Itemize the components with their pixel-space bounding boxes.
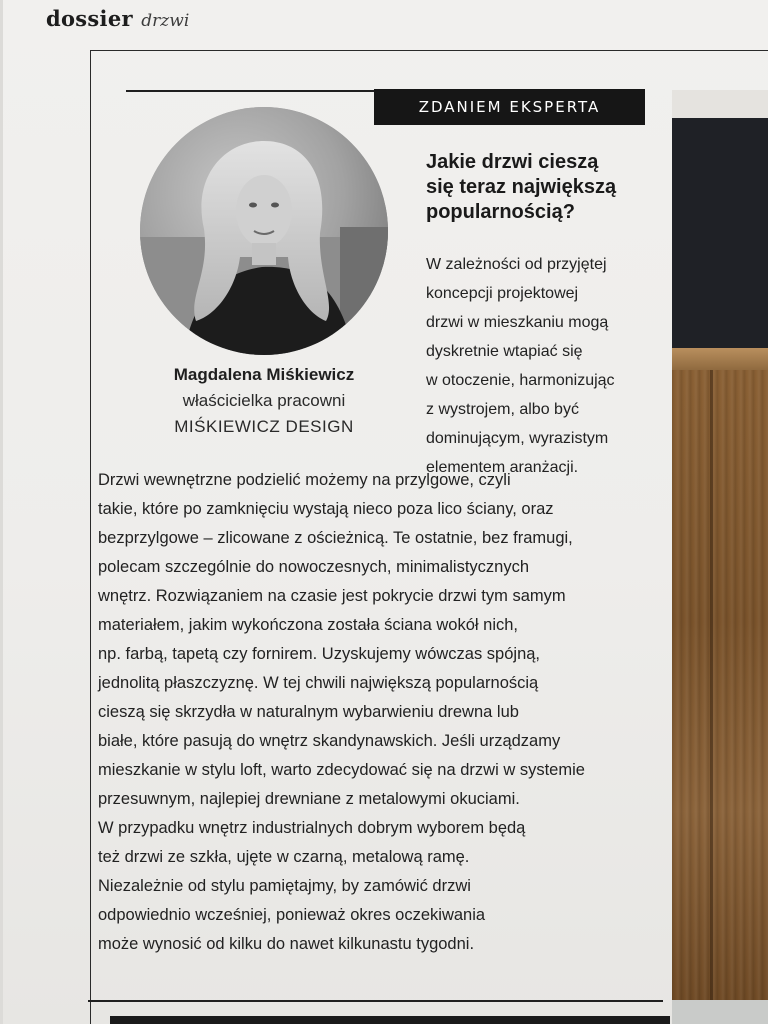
body-line: np. farbą, tapetą czy fornirem. Uzyskujemy wówczas spójną, xyxy=(98,645,541,663)
question-line: się teraz największą xyxy=(426,176,617,198)
intro-line: dominującym, wyrazistym xyxy=(426,430,609,447)
intro-paragraph xyxy=(426,250,671,482)
body-line: Niezależnie od stylu pamiętajmy, by zamówić drzwi xyxy=(98,877,471,895)
body-line: przesuwnym, najlepiej drewniane z metalowymi okuciami. xyxy=(98,790,520,808)
bottom-bar xyxy=(110,1016,670,1024)
magazine-section-name: dossier xyxy=(46,6,133,31)
body-line: mieszkanie w stylu loft, warto zdecydować się na drzwi w systemie xyxy=(98,761,585,779)
question-line: Jakie drzwi cieszą xyxy=(426,151,599,173)
page-edge xyxy=(0,0,3,1024)
bottom-rule xyxy=(88,1000,663,1002)
section-topic: drzwi xyxy=(141,11,190,31)
body-line: też drzwi ze szkła, ujęte w czarną, metalową ramę. xyxy=(98,848,470,866)
top-rule xyxy=(126,90,376,92)
intro-line: z wystrojem, albo być xyxy=(426,401,579,418)
question-line: popularnością? xyxy=(426,201,575,223)
intro-line: W zależności od przyjętej xyxy=(426,256,607,273)
expert-name: Magdalena Miśkiewicz xyxy=(173,365,355,384)
body-line: takie, które po zamknięciu wystają nieco poza lico ściany, oraz xyxy=(98,500,554,518)
body-line: jednolitą płaszczyznę. W tej chwili największą popularnością xyxy=(98,674,539,692)
intro-line: drzwi w mieszkaniu mogą xyxy=(426,314,609,331)
body-line: Drzwi wewnętrzne podzielić możemy na przylgowe, czyli xyxy=(98,471,511,489)
intro-line: koncepcji projektowej xyxy=(426,285,579,302)
expert-portrait xyxy=(140,107,388,355)
intro-line: dyskretnie wtapiać się xyxy=(426,343,583,360)
body-line: wnętrz. Rozwiązaniem na czasie jest pokrycie drzwi tym samym xyxy=(98,587,566,605)
body-line: bezprzylgowe – zlicowane z ościeżnicą. Te ostatnie, bez framugi, xyxy=(98,529,573,547)
body-line: cieszą się skrzydła w naturalnym wybarwieniu drewna lub xyxy=(98,703,519,721)
body-line: białe, które pasują do wnętrz skandynawskich. Jeśli urządzamy xyxy=(98,732,561,750)
expert-badge: ZDANIEM EKSPERTA xyxy=(374,89,645,125)
body-line: odpowiednio wcześniej, ponieważ okres oczekiwania xyxy=(98,906,486,924)
body-line: może wynosić od kilku do nawet kilkunastu tygodni. xyxy=(98,935,475,953)
expert-company: MIŚKIEWICZ DESIGN xyxy=(174,417,354,436)
intro-line: w otoczenie, harmonizując xyxy=(426,372,615,389)
body-paragraph xyxy=(98,466,676,959)
portrait-photo xyxy=(140,107,388,355)
question-heading xyxy=(426,150,666,225)
expert-role: właścicielka pracowni xyxy=(182,391,346,410)
intro-line: elementem aranżacji. xyxy=(426,459,579,476)
body-line: materiałem, jakim wykończona została ściana wokół nich, xyxy=(98,616,519,634)
body-line: polecam szczególnie do nowoczesnych, minimalistycznych xyxy=(98,558,530,576)
body-line: W przypadku wnętrz industrialnych dobrym wyborem będą xyxy=(98,819,526,837)
page-header xyxy=(46,6,189,31)
